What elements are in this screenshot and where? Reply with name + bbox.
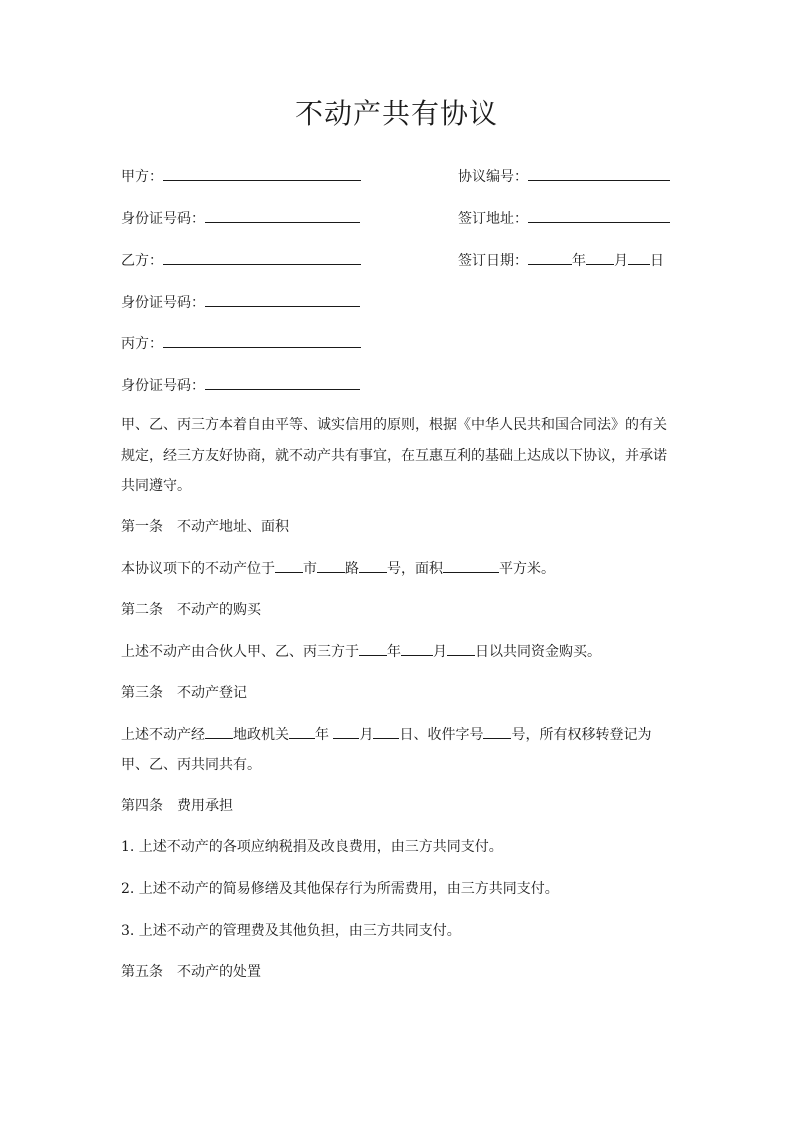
party-b-field	[121, 250, 361, 271]
party-c-label: 丙方：	[121, 336, 163, 352]
reg-month-label: 月	[359, 727, 374, 743]
id-c-label: 身份证号码：	[121, 378, 205, 394]
reg-year-label: 年	[315, 727, 334, 743]
receipt-blank[interactable]	[483, 724, 511, 739]
party-a-blank[interactable]	[163, 166, 361, 181]
sign-day-label: 日	[650, 253, 664, 269]
reg-month-blank[interactable]	[333, 724, 359, 739]
sign-day-blank[interactable]	[628, 250, 650, 265]
article-3-heading: 第三条 不动产登记	[121, 685, 247, 701]
city-label: 市	[303, 561, 317, 577]
agreement-no-field	[458, 166, 670, 187]
party-b-label: 乙方：	[121, 253, 163, 269]
article-2-heading: 第二条 不动产的购买	[121, 602, 261, 618]
article-2-body	[121, 641, 601, 662]
id-c-field	[121, 375, 360, 396]
sign-year-blank[interactable]	[528, 250, 572, 265]
sign-date-field	[458, 250, 664, 271]
article-3-body	[121, 720, 677, 780]
agreement-no-label: 协议编号：	[458, 169, 528, 185]
intro-paragraph: 甲、乙、丙三方本着自由平等、诚实信用的原则，根据《中华人民共和国合同法》的有关规定，经三方友好协商，就不动产共有事宜，在互惠互利的基础上达成以下协议，并承诺共同遵守。	[121, 417, 667, 494]
purchase-year-label: 年	[387, 644, 401, 660]
sign-place-blank[interactable]	[528, 208, 670, 223]
list-item: 1. 上述不动产的各项应纳税捐及改良费用，由三方共同支付。	[121, 839, 503, 855]
article-3-text: 上述不动产经	[121, 727, 205, 743]
area-blank[interactable]	[443, 558, 499, 573]
receipt-label: 日、收件字号	[399, 727, 484, 743]
agreement-no-blank[interactable]	[528, 166, 670, 181]
sign-month-blank[interactable]	[586, 250, 614, 265]
id-b-label: 身份证号码：	[121, 295, 205, 311]
sign-place-field	[458, 208, 670, 229]
area-label: 号，面积	[387, 561, 443, 577]
party-a-field	[121, 166, 361, 187]
registry-blank[interactable]	[205, 724, 233, 739]
area-unit: 平方米。	[499, 561, 555, 577]
id-b-field	[121, 292, 360, 313]
document-title: 不动产共有协议	[294, 97, 498, 130]
list-item: 3. 上述不动产的管理费及其他负担，由三方共同支付。	[121, 923, 461, 939]
road-blank[interactable]	[317, 558, 345, 573]
id-a-field	[121, 208, 360, 229]
purchase-year-blank[interactable]	[359, 641, 387, 656]
party-a-label: 甲方：	[121, 169, 163, 185]
sign-date-label: 签订日期：	[458, 253, 528, 269]
party-c-blank[interactable]	[163, 333, 361, 348]
purchase-month-label: 月	[433, 644, 447, 660]
registry-label: 地政机关	[233, 727, 289, 743]
article-1-text: 本协议项下的不动产位于	[121, 561, 275, 577]
id-a-blank[interactable]	[205, 208, 360, 223]
reg-year-blank[interactable]	[289, 724, 315, 739]
article-2-text: 上述不动产由合伙人甲、乙、丙三方于	[121, 644, 359, 660]
article-4-heading: 第四条 费用承担	[121, 798, 233, 814]
number-blank[interactable]	[359, 558, 387, 573]
road-label: 路	[345, 561, 359, 577]
purchase-day-blank[interactable]	[447, 641, 475, 656]
id-b-blank[interactable]	[205, 292, 360, 307]
sign-month-label: 月	[614, 253, 628, 269]
reg-day-blank[interactable]	[373, 724, 399, 739]
article-5-heading: 第五条 不动产的处置	[121, 964, 261, 980]
purchase-day-label: 日以共同资金购买。	[475, 644, 601, 660]
id-a-label: 身份证号码：	[121, 211, 205, 227]
id-c-blank[interactable]	[205, 375, 360, 390]
sign-place-label: 签订地址：	[458, 211, 528, 227]
sign-year-label: 年	[572, 253, 586, 269]
party-b-blank[interactable]	[163, 250, 361, 265]
receipt-text: 号，所有权移转登记为甲、乙、丙共同共有。	[121, 727, 652, 773]
purchase-month-blank[interactable]	[401, 641, 433, 656]
article-1-body	[121, 558, 555, 579]
city-blank[interactable]	[275, 558, 303, 573]
list-item: 2. 上述不动产的简易修缮及其他保存行为所需费用，由三方共同支付。	[121, 881, 559, 897]
party-c-field	[121, 333, 361, 354]
article-1-heading: 第一条 不动产地址、面积	[121, 519, 289, 535]
